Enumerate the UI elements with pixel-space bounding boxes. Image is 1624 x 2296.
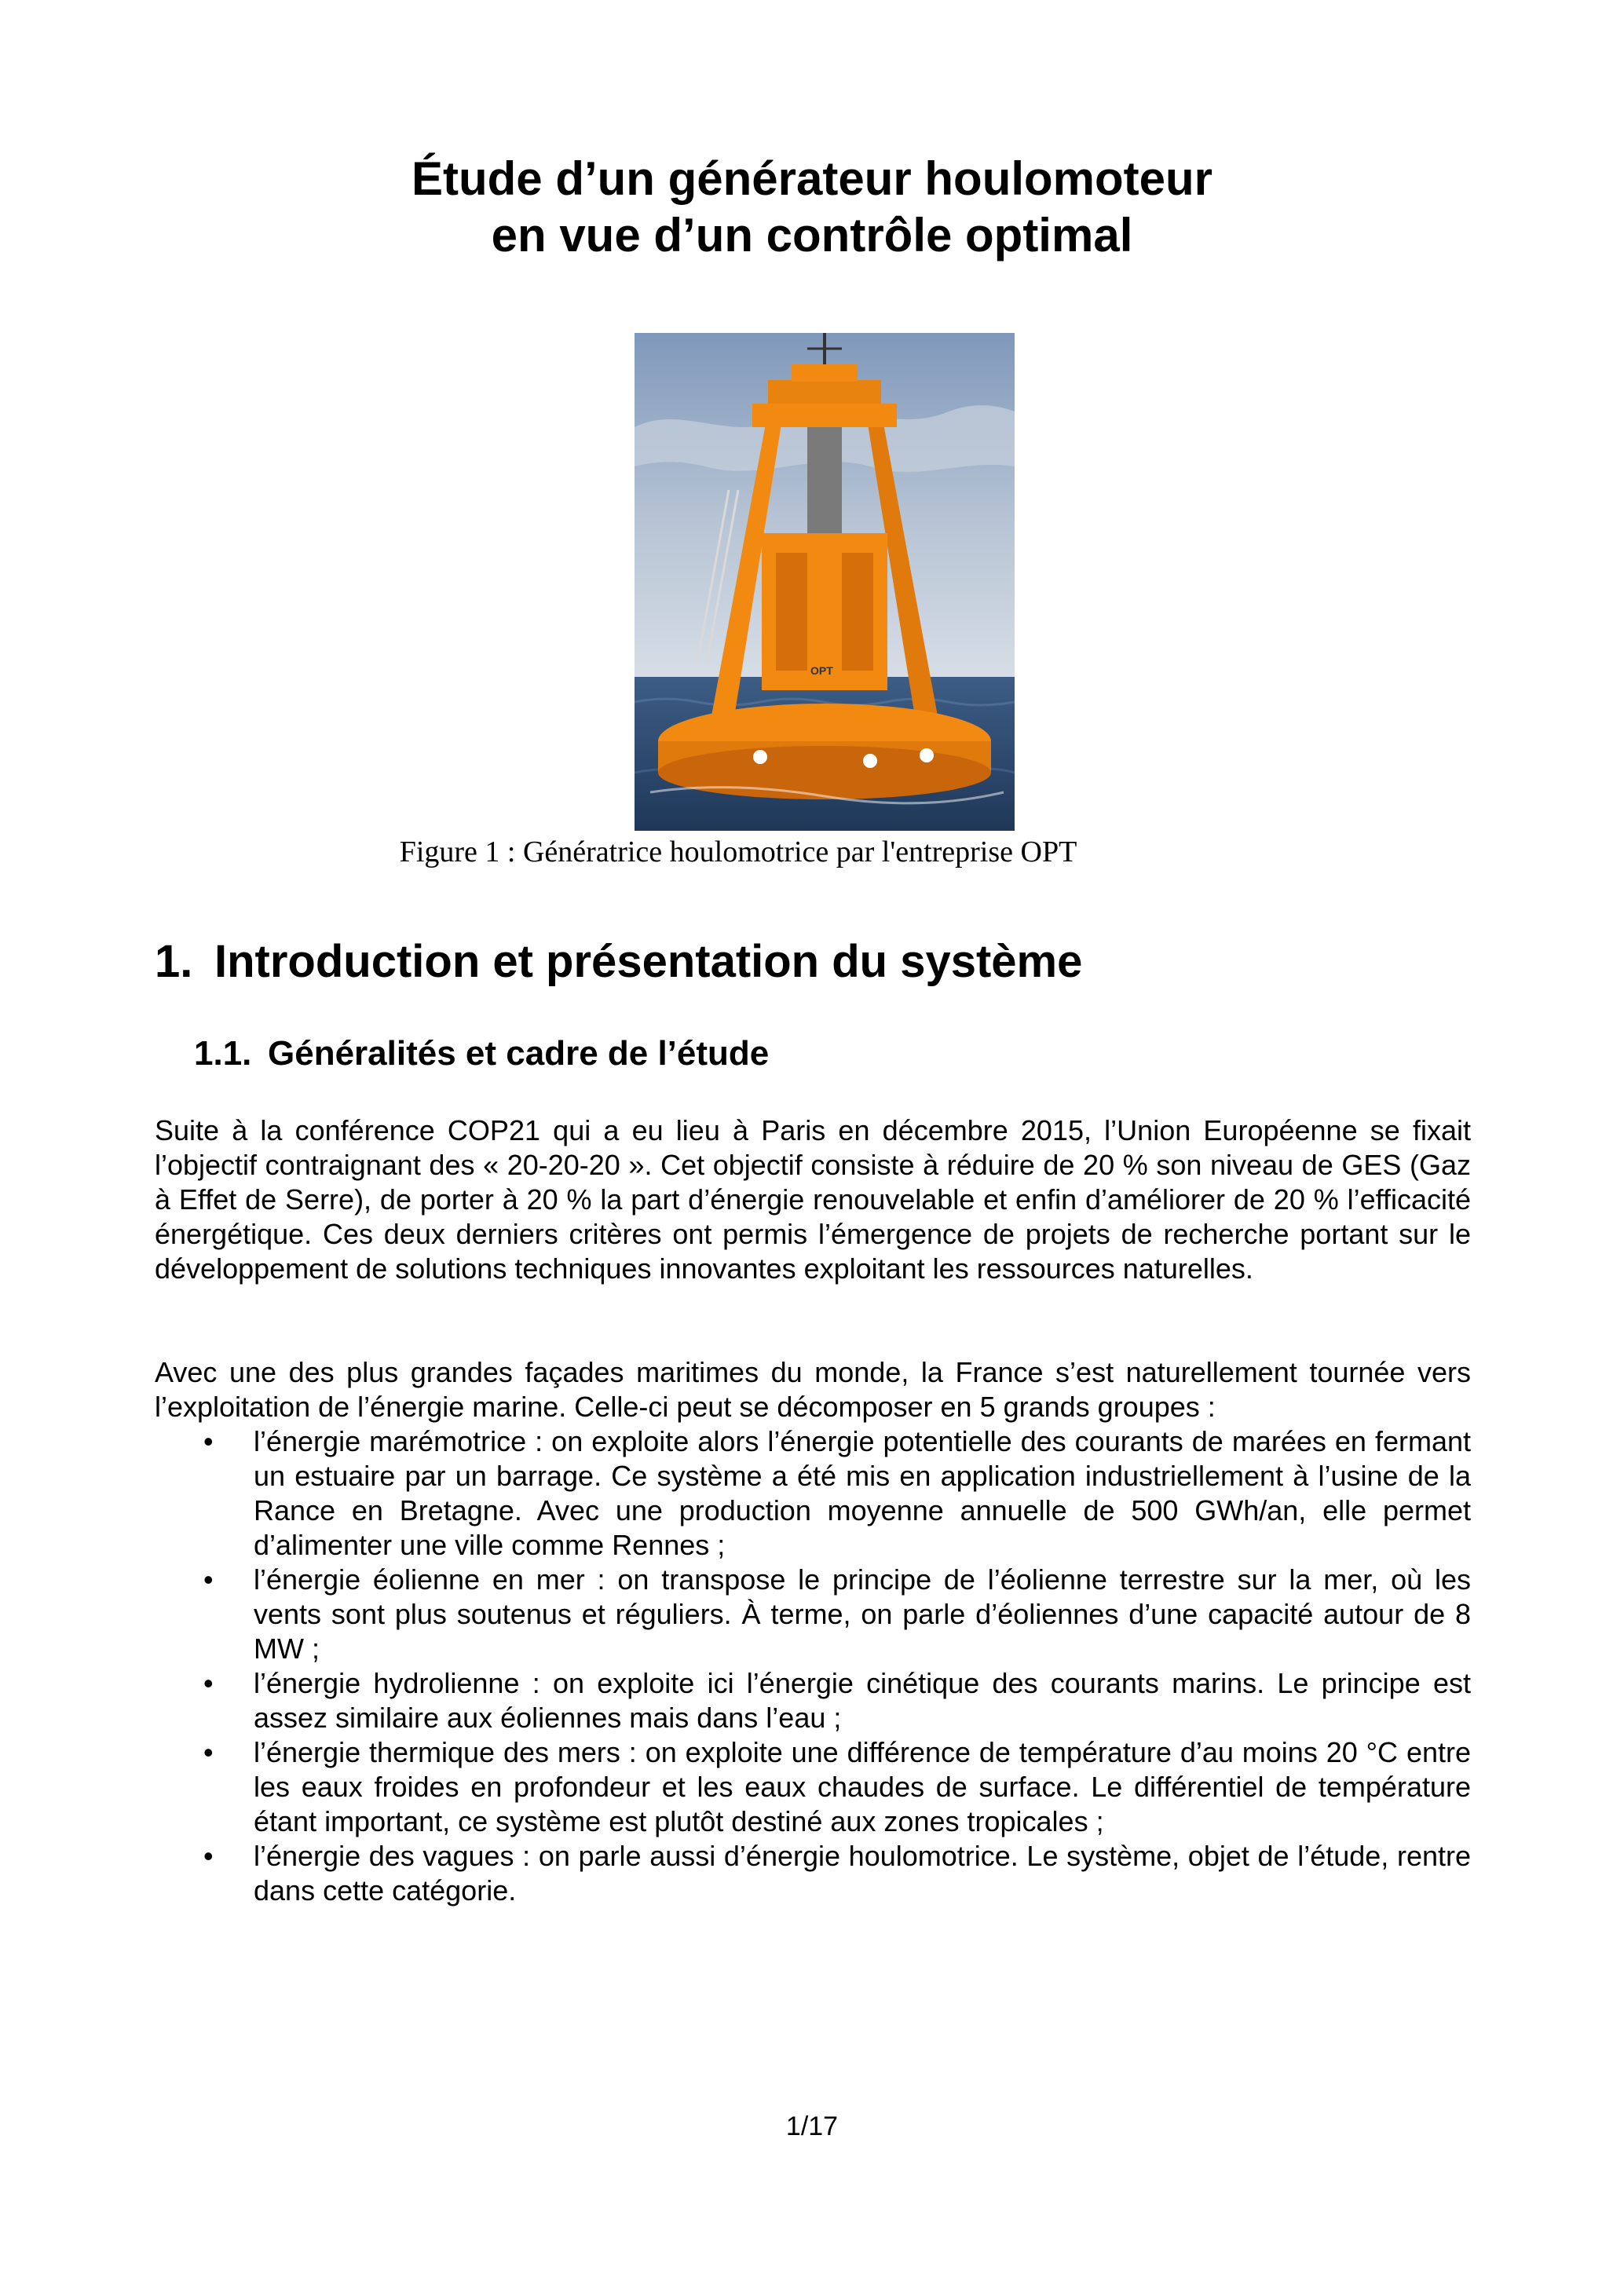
document-title xyxy=(0,151,1624,264)
bullet-icon: • xyxy=(203,1840,214,1872)
paragraph-1: Suite à la conférence COP21 qui a eu lieu à Paris en décembre 2015, l’Union Européenne se fixait l’objectif contraignant des « 20-20-20 ». Cet objectif consiste à réduire de 20 % son niveau de GES (Gaz à Effet de Serre), de porter à 20 % la part d’énergie renouvelable et enfin d’améliorer de 20 % l’efficacité énergétique. Ces deux derniers critères ont permis l’émergence de projets de recherche portant sur le développement de solutions techniques innovantes exploitant les ressources naturelles. xyxy=(155,1114,1471,1285)
bullet-icon: • xyxy=(203,1667,214,1699)
section-title: Introduction et présentation du système xyxy=(214,936,1083,987)
figure-buoy-photo xyxy=(635,333,1015,831)
list-item-text: l’énergie des vagues : on parle aussi d’énergie houlomotrice. Le système, objet de l’étude, rentre dans cette catégorie. xyxy=(254,1840,1471,1907)
subsection-heading xyxy=(194,1032,769,1076)
bullet-icon: • xyxy=(203,1425,214,1457)
figure-brand-label: OPT xyxy=(810,664,833,677)
buoy-central-column xyxy=(807,427,842,537)
subsection-title: Généralités et cadre de l’étude xyxy=(268,1034,770,1073)
list-item-text: l’énergie éolienne en mer : on transpose le principe de l’éolienne terrestre sur la mer, où les vents sont plus soutenus et réguliers. À terme, on parle d’éoliennes d’une capacité autour de 8 MW ; xyxy=(254,1563,1471,1665)
title-line-2: en vue d’un contrôle optimal xyxy=(491,209,1133,261)
subsection-number: 1.1. xyxy=(194,1034,252,1073)
list-item xyxy=(155,1666,1471,1735)
list-item xyxy=(155,1424,1471,1563)
energy-groups-list xyxy=(155,1424,1471,1908)
list-item-text: l’énergie marémotrice : on exploite alors l’énergie potentielle des courants de marées en fermant un estuaire par un barrage. Ce système a été mis en application industriellement à l’usine de la Rance en Bretagne. Avec une production moyenne annuelle de 500 GWh/an, elle permet d’alimenter une ville comme Rennes ; xyxy=(254,1425,1471,1561)
page-number: 1/17 xyxy=(785,2111,839,2141)
list-item xyxy=(155,1839,1471,1908)
title-line-1: Étude d’un générateur houlomoteur xyxy=(411,152,1213,205)
bullet-icon: • xyxy=(203,1736,214,1768)
list-item xyxy=(155,1735,1471,1839)
list-item-text: l’énergie thermique des mers : on exploite une différence de température d’au moins 20 °C entre les eaux froides en profondeur et les eaux chaudes de surface. Le différentiel de température étant important, ce système est plutôt destiné aux zones tropicales ; xyxy=(254,1736,1471,1837)
section-number: 1. xyxy=(155,936,193,987)
figure-caption: Figure 1 : Génératrice houlomotrice par l'entreprise OPT xyxy=(399,835,1077,868)
bullet-icon: • xyxy=(203,1563,214,1596)
paragraph-2: Avec une des plus grandes façades maritimes du monde, la France s’est naturellement tournée vers l’exploitation de l’énergie marine. Celle-ci peut se décomposer en 5 grands groupes : xyxy=(155,1356,1471,1423)
section-heading xyxy=(155,934,1082,989)
list-item-text: l’énergie hydrolienne : on exploite ici l’énergie cinétique des courants marins. Le principe est assez similaire aux éoliennes mais dans l’eau ; xyxy=(254,1667,1471,1734)
list-item xyxy=(155,1563,1471,1666)
buoy-top-platform xyxy=(752,404,897,427)
